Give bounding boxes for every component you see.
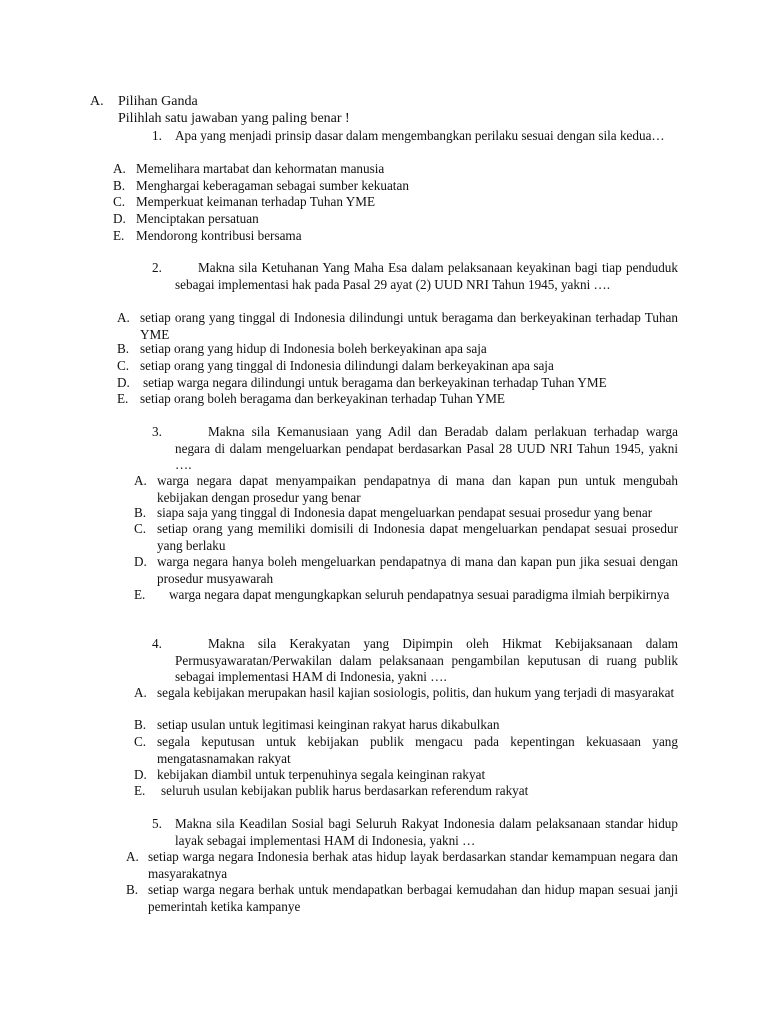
question-4 (152, 636, 678, 686)
option-4a[interactable] (134, 685, 678, 702)
question-number: 3. (152, 424, 162, 439)
option-text: Menciptakan persatuan (136, 211, 259, 226)
option-5a[interactable] (126, 849, 678, 882)
option-3b[interactable] (134, 505, 678, 522)
question-3 (152, 424, 678, 474)
option-2e[interactable] (117, 391, 678, 408)
question-text: Makna sila Kemanusiaan yang Adil dan Beradab dalam perlakuan terhadap warga negara di dalam mengeluarkan pendapat berdasarkan Pasal 28 UUD NRI Tahun 1945, yakni …. (175, 424, 678, 473)
option-4e[interactable] (134, 783, 678, 800)
option-text: segala kebijakan merupakan hasil kajian sosiologis, politis, dan hukum yang terjadi di masyarakat (157, 685, 675, 700)
question-number: 5. (152, 816, 162, 831)
option-label: A. (126, 849, 139, 864)
option-label: C. (117, 358, 130, 373)
section-instruction: Pilihlah satu jawaban yang paling benar ! (118, 111, 350, 126)
option-label: B. (117, 341, 130, 356)
question-text: Makna sila Kerakyatan yang Dipimpin oleh Hikmat Kebijaksanaan dalam Permusyawaratan/Perwakilan dalam pelaksanaan pengambilan keputusan di ruang publik sebagai implementasi HAM di Indonesia, yakni …. (175, 636, 678, 685)
option-label: D. (113, 211, 126, 226)
option-text: setiap warga negara dilindungi untuk beragama dan berkeyakinan terhadap Tuhan YME (143, 375, 607, 390)
option-3a[interactable] (134, 473, 678, 506)
option-text: setiap orang boleh beragama dan berkeyakinan terhadap Tuhan YME (140, 391, 505, 406)
section-title: Pilihan Ganda (118, 94, 198, 109)
option-label: A. (117, 310, 130, 325)
option-label: A. (113, 161, 126, 176)
question-number: 1. (152, 128, 162, 143)
option-4b[interactable] (134, 717, 678, 734)
option-1b[interactable] (113, 178, 678, 195)
option-text: warga negara dapat mengungkapkan seluruh pendapatnya sesuai paradigma ilmiah berpikirnya (169, 587, 670, 602)
option-4d[interactable] (134, 767, 678, 784)
option-label: D. (117, 375, 130, 390)
option-text: Menghargai keberagaman sebagai sumber kekuatan (136, 178, 409, 193)
option-label: B. (134, 505, 147, 520)
option-label: E. (113, 228, 125, 243)
option-4c[interactable] (134, 734, 678, 767)
option-text: kebijakan diambil untuk terpenuhinya segala keinginan rakyat (157, 767, 486, 782)
option-2d[interactable] (117, 375, 678, 392)
option-label: B. (113, 178, 126, 193)
option-text: setiap orang yang hidup di Indonesia boleh berkeyakinan apa saja (140, 341, 487, 356)
option-label: C. (134, 521, 147, 536)
option-text: segala keputusan untuk kebijakan publik mengacu pada kepentingan kekuasaan yang mengatasnamakan rakyat (157, 734, 678, 766)
question-number: 4. (152, 636, 162, 651)
option-text: warga negara hanya boleh mengeluarkan pendapatnya di mana dan kapan pun jika sesuai dengan prosedur musyawarah (157, 554, 678, 586)
option-3c[interactable] (134, 521, 678, 554)
option-text: siapa saja yang tinggal di Indonesia dapat mengeluarkan pendapat sesuai prosedur yang benar (157, 505, 653, 520)
question-1 (152, 128, 678, 145)
option-label: D. (134, 767, 147, 782)
question-2 (152, 260, 678, 293)
option-text: warga negara dapat menyampaikan pendapatnya di mana dan kapan pun untuk mengubah kebijakan dengan prosedur yang benar (157, 473, 678, 505)
option-text: setiap warga negara Indonesia berhak atas hidup layak berdasarkan standar kemampuan negara dan masyarakatnya (148, 849, 678, 881)
option-3d[interactable] (134, 554, 678, 587)
option-label: B. (134, 717, 147, 732)
option-label: E. (134, 783, 146, 798)
option-1d[interactable] (113, 211, 678, 228)
option-label: D. (134, 554, 147, 569)
option-2a[interactable] (117, 310, 678, 343)
question-5 (152, 816, 678, 849)
section-letter: A. (90, 94, 104, 109)
option-label: C. (134, 734, 147, 749)
question-number: 2. (152, 260, 162, 275)
option-text: setiap orang yang tinggal di Indonesia dilindungi untuk beragama dan berkeyakinan terhadap Tuhan YME (140, 310, 678, 342)
question-text: Makna sila Ketuhanan Yang Maha Esa dalam pelaksanaan keyakinan bagi tiap penduduk sebagai implementasi hak pada Pasal 29 ayat (2) UUD NRI Tahun 1945, yakni …. (175, 260, 678, 292)
option-label: E. (134, 587, 146, 602)
option-1e[interactable] (113, 228, 678, 245)
option-text: Memperkuat keimanan terhadap Tuhan YME (136, 194, 376, 209)
option-label: A. (134, 685, 147, 700)
option-text: setiap usulan untuk legitimasi keinginan rakyat harus dikabulkan (157, 717, 500, 732)
option-2b[interactable] (117, 341, 678, 358)
option-1c[interactable] (113, 194, 678, 211)
option-text: Mendorong kontribusi bersama (136, 228, 302, 243)
option-3e[interactable] (134, 587, 678, 604)
option-text: setiap warga negara berhak untuk mendapatkan berbagai kemudahan dan hidup mapan sesuai janji pemerintah ketika kampanye (148, 882, 678, 914)
question-text: Makna sila Keadilan Sosial bagi Seluruh Rakyat Indonesia dalam pelaksanaan standar hidup layak sebagai implementasi HAM di Indonesia, yakni … (175, 816, 678, 848)
option-text: setiap orang yang tinggal di Indonesia dilindungi dalam berkeyakinan apa saja (140, 358, 554, 373)
option-1a[interactable] (113, 161, 678, 178)
option-text: setiap orang yang memiliki domisili di Indonesia dapat mengeluarkan pendapat sesuai prosedur yang berlaku (157, 521, 678, 553)
option-5b[interactable] (126, 882, 678, 915)
option-label: E. (117, 391, 129, 406)
option-label: C. (113, 194, 126, 209)
section-heading (90, 94, 198, 111)
option-text: seluruh usulan kebijakan publik harus berdasarkan referendum rakyat (161, 783, 529, 798)
question-text: Apa yang menjadi prinsip dasar dalam mengembangkan perilaku sesuai dengan sila kedua… (175, 128, 665, 143)
option-2c[interactable] (117, 358, 678, 375)
option-label: B. (126, 882, 139, 897)
option-label: A. (134, 473, 147, 488)
option-text: Memelihara martabat dan kehormatan manusia (136, 161, 385, 176)
